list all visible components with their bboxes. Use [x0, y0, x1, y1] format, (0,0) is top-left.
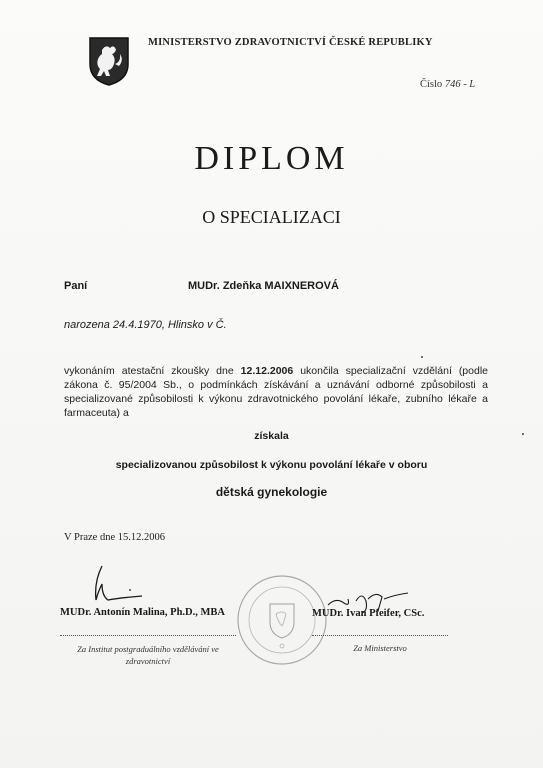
right-institution: Za Ministerstvo	[353, 643, 407, 653]
specialization-field: dětská gynekologie	[215, 485, 328, 499]
diploma-title: DIPLOM	[194, 140, 349, 177]
document-number-value: 746 - L	[444, 79, 476, 90]
ministry-heading: MINISTERSTVO ZDRAVOTNICTVÍ ČESKÉ REPUBLIKY	[148, 37, 433, 48]
salutation: Paní	[64, 280, 88, 292]
handwritten-signature-left	[88, 562, 148, 608]
left-institution: Za Institut postgraduálního vzdělávání ve zdravotnictví	[77, 644, 219, 666]
scan-speck	[522, 433, 524, 435]
body-paragraph	[64, 364, 488, 420]
body-text-part1: vykonáním atestační zkoušky dne	[64, 365, 241, 377]
diploma-subtitle: O SPECIALIZACI	[202, 207, 341, 227]
birth-info: narozena 24.4.1970, Hlinsko v Č.	[64, 319, 227, 331]
document-number	[420, 79, 475, 90]
czech-lion-emblem-icon	[88, 36, 130, 86]
document-number-label: Číslo	[420, 79, 443, 90]
exam-date: 12.12.2006	[240, 365, 294, 377]
scan-speck	[421, 356, 423, 358]
place-and-date: V Praze dne 15.12.2006	[64, 532, 165, 543]
signature-line-right	[312, 635, 448, 636]
obtained-text: získala	[254, 430, 289, 442]
signer-right-name: MUDr. Ivan Pfeifer, CSc.	[312, 608, 425, 619]
signer-left-name: MUDr. Antonín Malina, Ph.D., MBA	[60, 607, 226, 618]
specialization-text: specializovanou způsobilost k výkonu povolání lékaře v oboru	[115, 459, 428, 471]
recipient-name: MUDr. Zdeňka MAIXNEROVÁ	[188, 280, 339, 292]
signature-line-left	[60, 635, 236, 636]
body-text-part2: ukončila specializační vzdělání (podle zákona č. 95/2004 Sb., o podmínkách získávání a uznávání odborné způsobilosti a specializované způsobilosti k výkonu zdravotnického povolání lékaře, zubního lékaře a farmaceuta) a	[64, 365, 489, 419]
